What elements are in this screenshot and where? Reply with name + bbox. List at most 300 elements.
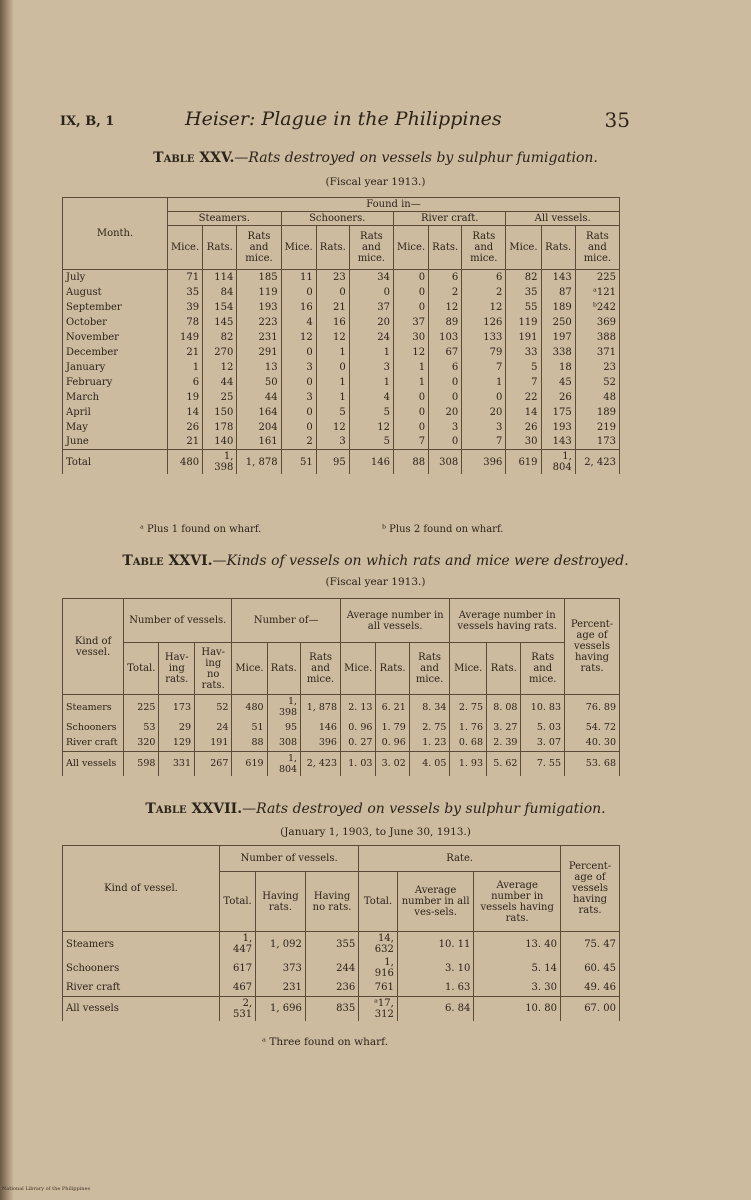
table-cell: 30 xyxy=(506,435,541,450)
table-cell: 193 xyxy=(541,420,575,435)
column-subheader: Mice. xyxy=(450,643,487,695)
table-cell: 12 xyxy=(281,330,316,345)
table-cell: 149 xyxy=(168,330,203,345)
table-cell: 26 xyxy=(541,390,575,405)
table-cell: 82 xyxy=(203,330,237,345)
column-subheader: Rats and mice. xyxy=(237,226,281,270)
running-header xyxy=(60,108,630,138)
table-cell: 1 xyxy=(168,360,203,375)
table-cell: 0 xyxy=(281,375,316,390)
table-cell: 53 xyxy=(124,719,159,735)
t25-group-schooners: Schooners. xyxy=(281,212,393,226)
table-cell: 2. 75 xyxy=(450,695,487,720)
total-row xyxy=(63,751,620,776)
table-cell: 12 xyxy=(203,360,237,375)
table-cell: 8. 34 xyxy=(409,695,450,720)
t25-found-header: Found in— xyxy=(168,198,620,212)
table-cell: 145 xyxy=(203,315,237,330)
t26-kind-header: Kind of vessel. xyxy=(63,599,124,695)
table-cell: 12 xyxy=(429,300,462,315)
table-cell: 51 xyxy=(232,719,267,735)
table-cell: 388 xyxy=(575,330,619,345)
table-cell: 1, 916 xyxy=(359,956,398,980)
table-cell: 26 xyxy=(168,420,203,435)
table-cell: 1. 63 xyxy=(397,980,474,996)
total-row xyxy=(63,996,620,1021)
table-cell: 1 xyxy=(393,360,428,375)
table-cell: 761 xyxy=(359,980,398,996)
total-cell: 95 xyxy=(316,450,349,475)
table-cell: 2 xyxy=(462,285,506,300)
t27-numvessels-header: Number of vessels. xyxy=(220,846,359,872)
table-cell: 16 xyxy=(316,315,349,330)
table-cell: 244 xyxy=(305,956,358,980)
table-cell: 35 xyxy=(168,285,203,300)
table-cell: 1, 878 xyxy=(301,695,341,720)
table-cell: 140 xyxy=(203,435,237,450)
table-cell: 37 xyxy=(349,300,393,315)
t25-group-all-vessels: All vessels. xyxy=(506,212,620,226)
table-cell: 0 xyxy=(429,375,462,390)
row-label: March xyxy=(63,390,168,405)
table-cell: 617 xyxy=(220,956,256,980)
table-cell: 371 xyxy=(575,345,619,360)
table-cell: 52 xyxy=(195,695,232,720)
table-cell: 5 xyxy=(349,405,393,420)
table25-footnote-a: ᵃ Plus 1 found on wharf. xyxy=(140,524,262,535)
total-cell: 396 xyxy=(462,450,506,475)
table-row xyxy=(63,300,620,315)
row-label: April xyxy=(63,405,168,420)
total-cell: 6. 84 xyxy=(397,996,474,1021)
table-row xyxy=(63,360,620,375)
table-cell: 6. 21 xyxy=(376,695,409,720)
total-cell: 331 xyxy=(159,751,195,776)
table-cell: 1 xyxy=(462,375,506,390)
t27-kind-header: Kind of vessel. xyxy=(63,846,220,932)
table-row xyxy=(63,330,620,345)
table25 xyxy=(62,197,620,474)
table-cell: 40. 30 xyxy=(565,735,620,751)
total-cell: 267 xyxy=(195,751,232,776)
table-row xyxy=(63,420,620,435)
table-cell: 1. 79 xyxy=(376,719,409,735)
table-cell: 1. 76 xyxy=(450,719,487,735)
table-cell: 13. 40 xyxy=(474,932,561,957)
column-subheader: Rats. xyxy=(429,226,462,270)
column-subheader: Total. xyxy=(220,872,256,932)
table-cell: 48 xyxy=(575,390,619,405)
table-cell: 1 xyxy=(393,375,428,390)
table-cell: 146 xyxy=(301,719,341,735)
row-label: Steamers xyxy=(63,695,124,720)
table-cell: 197 xyxy=(541,330,575,345)
table-row xyxy=(63,719,620,735)
total-cell: 835 xyxy=(305,996,358,1021)
table-cell: 0 xyxy=(429,390,462,405)
table-cell: 49. 46 xyxy=(561,980,620,996)
table-cell: 225 xyxy=(575,270,619,285)
table-cell: 173 xyxy=(159,695,195,720)
table-cell: 44 xyxy=(237,390,281,405)
table-cell: 67 xyxy=(429,345,462,360)
table-cell: 1, 447 xyxy=(220,932,256,957)
table-cell: 30 xyxy=(393,330,428,345)
table-cell: 21 xyxy=(168,345,203,360)
table-cell: 223 xyxy=(237,315,281,330)
column-subheader: Rats. xyxy=(487,643,521,695)
running-title: Heiser: Plague in the Philippines xyxy=(185,108,502,130)
table-cell: 0 xyxy=(462,390,506,405)
total-cell: 88 xyxy=(393,450,428,475)
table-cell: ᵃ121 xyxy=(575,285,619,300)
column-subheader: Average number in all ves-sels. xyxy=(397,872,474,932)
table-cell: 2. 13 xyxy=(340,695,375,720)
row-label: May xyxy=(63,420,168,435)
column-subheader: Rats and mice. xyxy=(301,643,341,695)
table-cell: 191 xyxy=(195,735,232,751)
table-cell: 0 xyxy=(429,435,462,450)
table-cell: 44 xyxy=(203,375,237,390)
table-cell: 320 xyxy=(124,735,159,751)
table-cell: 204 xyxy=(237,420,281,435)
total-cell: 619 xyxy=(506,450,541,475)
table-cell: 12 xyxy=(349,420,393,435)
row-label: January xyxy=(63,360,168,375)
table-cell: 7 xyxy=(462,360,506,375)
table-cell: 291 xyxy=(237,345,281,360)
table-cell: 75. 47 xyxy=(561,932,620,957)
row-label: September xyxy=(63,300,168,315)
t25-group-river-craft: River craft. xyxy=(393,212,505,226)
table-cell: 5 xyxy=(349,435,393,450)
table25-caption xyxy=(0,150,751,166)
table-cell: 95 xyxy=(267,719,301,735)
table-cell: 5 xyxy=(316,405,349,420)
table-cell: 20 xyxy=(429,405,462,420)
t26-avg-having-header: Average number in vessels having rats. xyxy=(450,599,565,643)
table-cell: 3 xyxy=(316,435,349,450)
total-cell: 1. 03 xyxy=(340,751,375,776)
table-cell: 0 xyxy=(316,285,349,300)
row-label: October xyxy=(63,315,168,330)
table-cell: 396 xyxy=(301,735,341,751)
table-cell: 29 xyxy=(159,719,195,735)
t27-rate-header: Rate. xyxy=(359,846,561,872)
table-cell: 119 xyxy=(506,315,541,330)
total-cell: 3. 02 xyxy=(376,751,409,776)
table-cell: 2. 39 xyxy=(487,735,521,751)
section-label: IX, B, 1 xyxy=(60,114,115,129)
table-cell: 14 xyxy=(168,405,203,420)
table-cell: 13 xyxy=(237,360,281,375)
table-cell: 150 xyxy=(203,405,237,420)
column-subheader: Rats. xyxy=(316,226,349,270)
total-label: All vessels xyxy=(63,996,220,1021)
t25-group-steamers: Steamers. xyxy=(168,212,282,226)
t26-numvessels-header: Number of vessels. xyxy=(124,599,232,643)
t25-month-header: Month. xyxy=(63,198,168,270)
column-subheader: Hav-ing no rats. xyxy=(195,643,232,695)
table-cell: ᵇ242 xyxy=(575,300,619,315)
table-cell: 189 xyxy=(575,405,619,420)
column-subheader: Rats. xyxy=(267,643,301,695)
table-cell: 0 xyxy=(393,300,428,315)
column-subheader: Mice. xyxy=(393,226,428,270)
table-cell: 0 xyxy=(316,360,349,375)
table-cell: 37 xyxy=(393,315,428,330)
table-cell: 0 xyxy=(281,285,316,300)
table-cell: 355 xyxy=(305,932,358,957)
table-cell: 3 xyxy=(429,420,462,435)
table-cell: 24 xyxy=(195,719,232,735)
table-cell: 129 xyxy=(159,735,195,751)
table-cell: 5 xyxy=(506,360,541,375)
row-label: Schooners xyxy=(63,956,220,980)
table-row xyxy=(63,285,620,300)
table-cell: 178 xyxy=(203,420,237,435)
total-label: All vessels xyxy=(63,751,124,776)
table-cell: 6 xyxy=(429,270,462,285)
table-cell: 7 xyxy=(506,375,541,390)
row-label: November xyxy=(63,330,168,345)
table-cell: 39 xyxy=(168,300,203,315)
table26-subcaption: (Fiscal year 1913.) xyxy=(325,576,426,588)
table-cell: 126 xyxy=(462,315,506,330)
row-label: February xyxy=(63,375,168,390)
table26-caption xyxy=(0,553,751,569)
total-cell: 146 xyxy=(349,450,393,475)
row-label: December xyxy=(63,345,168,360)
row-label: Steamers xyxy=(63,932,220,957)
table-cell: 35 xyxy=(506,285,541,300)
table-cell: 175 xyxy=(541,405,575,420)
column-subheader: Rats and mice. xyxy=(521,643,565,695)
column-subheader: Total. xyxy=(359,872,398,932)
table-cell: 0 xyxy=(393,405,428,420)
table-cell: 87 xyxy=(541,285,575,300)
table-cell: 10. 11 xyxy=(397,932,474,957)
table-row xyxy=(63,956,620,980)
table-cell: 0. 96 xyxy=(376,735,409,751)
table-cell: 60. 45 xyxy=(561,956,620,980)
table-cell: 23 xyxy=(575,360,619,375)
table-cell: 3 xyxy=(281,390,316,405)
table-cell: 1, 092 xyxy=(256,932,306,957)
total-cell: 2, 423 xyxy=(301,751,341,776)
table-cell: 114 xyxy=(203,270,237,285)
table-cell: 1. 23 xyxy=(409,735,450,751)
row-label: August xyxy=(63,285,168,300)
table-cell: 20 xyxy=(462,405,506,420)
column-subheader: Mice. xyxy=(340,643,375,695)
column-subheader: Rats and mice. xyxy=(409,643,450,695)
table-cell: 480 xyxy=(232,695,267,720)
table25-title: —Rats destroyed on vessels by sulphur fumigation. xyxy=(234,150,598,166)
table-cell: 54. 72 xyxy=(565,719,620,735)
t26-numof-header: Number of— xyxy=(232,599,341,643)
table-cell: 133 xyxy=(462,330,506,345)
row-label: River craft xyxy=(63,735,124,751)
total-cell: 4. 05 xyxy=(409,751,450,776)
column-subheader: Rats and mice. xyxy=(349,226,393,270)
table-cell: 0 xyxy=(393,420,428,435)
table-cell: 467 xyxy=(220,980,256,996)
total-cell: 5. 62 xyxy=(487,751,521,776)
table-cell: 82 xyxy=(506,270,541,285)
table26-number: Table XXVI. xyxy=(122,553,213,569)
table27-footnote-a: ᵃ Three found on wharf. xyxy=(262,1036,389,1048)
table-cell: 0 xyxy=(281,345,316,360)
table-cell: 5. 03 xyxy=(521,719,565,735)
table-cell: 0 xyxy=(393,270,428,285)
table-cell: 22 xyxy=(506,390,541,405)
table-cell: 189 xyxy=(541,300,575,315)
column-subheader: Mice. xyxy=(232,643,267,695)
total-cell: 1, 878 xyxy=(237,450,281,475)
table-cell: 3. 30 xyxy=(474,980,561,996)
page-number: 35 xyxy=(604,108,630,132)
table-cell: 119 xyxy=(237,285,281,300)
table-cell: 3 xyxy=(349,360,393,375)
table-cell: 185 xyxy=(237,270,281,285)
table-cell: 3. 10 xyxy=(397,956,474,980)
table-cell: 1 xyxy=(316,390,349,405)
table-cell: 373 xyxy=(256,956,306,980)
table27-number: Table XXVII. xyxy=(145,801,243,817)
table-cell: 7 xyxy=(393,435,428,450)
table-cell: 3. 07 xyxy=(521,735,565,751)
table-row xyxy=(63,980,620,996)
table-cell: 55 xyxy=(506,300,541,315)
table-cell: 71 xyxy=(168,270,203,285)
row-label: Schooners xyxy=(63,719,124,735)
total-cell: 480 xyxy=(168,450,203,475)
table-cell: 21 xyxy=(316,300,349,315)
column-subheader: Mice. xyxy=(168,226,203,270)
table-cell: 0 xyxy=(281,420,316,435)
table26 xyxy=(62,598,620,776)
total-cell: 1, 398 xyxy=(203,450,237,475)
total-cell: 67. 00 xyxy=(561,996,620,1021)
table-cell: 2 xyxy=(281,435,316,450)
column-subheader: Total. xyxy=(124,643,159,695)
table-row xyxy=(63,315,620,330)
table-row xyxy=(63,345,620,360)
t27-percent-header: Percent-age of vessels having rats. xyxy=(561,846,620,932)
table-row xyxy=(63,695,620,720)
table-cell: 18 xyxy=(541,360,575,375)
table-cell: 88 xyxy=(232,735,267,751)
total-label: Total xyxy=(63,450,168,475)
total-cell: 10. 80 xyxy=(474,996,561,1021)
column-subheader: Hav-ing rats. xyxy=(159,643,195,695)
table-cell: 338 xyxy=(541,345,575,360)
total-cell: 1. 93 xyxy=(450,751,487,776)
table-cell: 78 xyxy=(168,315,203,330)
table-cell: 14, 632 xyxy=(359,932,398,957)
table-cell: 16 xyxy=(281,300,316,315)
total-cell: 7. 55 xyxy=(521,751,565,776)
table-cell: 164 xyxy=(237,405,281,420)
table-cell: 2 xyxy=(429,285,462,300)
table-cell: 193 xyxy=(237,300,281,315)
table25-footnote-b: ᵇ Plus 2 found on wharf. xyxy=(382,524,504,535)
table-cell: 34 xyxy=(349,270,393,285)
table-cell: 84 xyxy=(203,285,237,300)
table-cell: 79 xyxy=(462,345,506,360)
column-subheader: Having rats. xyxy=(256,872,306,932)
column-subheader: Mice. xyxy=(506,226,541,270)
table-cell: 308 xyxy=(267,735,301,751)
total-cell: ᵃ17, 312 xyxy=(359,996,398,1021)
table-cell: 8. 08 xyxy=(487,695,521,720)
t26-percent-header: Percent-age of vessels having rats. xyxy=(565,599,620,695)
table-cell: 14 xyxy=(506,405,541,420)
total-cell: 598 xyxy=(124,751,159,776)
table-cell: 143 xyxy=(541,435,575,450)
table-cell: 3. 27 xyxy=(487,719,521,735)
table-cell: 0. 68 xyxy=(450,735,487,751)
scan-footer: National Library of the Philippines xyxy=(2,1186,91,1192)
total-cell: 2, 423 xyxy=(575,450,619,475)
table-cell: 4 xyxy=(349,390,393,405)
table-cell: 231 xyxy=(237,330,281,345)
table-cell: 173 xyxy=(575,435,619,450)
table-cell: 103 xyxy=(429,330,462,345)
column-subheader: Rats. xyxy=(376,643,409,695)
table-cell: 369 xyxy=(575,315,619,330)
total-cell: 1, 804 xyxy=(267,751,301,776)
table-cell: 12 xyxy=(393,345,428,360)
column-subheader: Rats. xyxy=(203,226,237,270)
total-cell: 2, 531 xyxy=(220,996,256,1021)
row-label: July xyxy=(63,270,168,285)
table-cell: 52 xyxy=(575,375,619,390)
table-cell: 10. 83 xyxy=(521,695,565,720)
table-cell: 3 xyxy=(281,360,316,375)
column-subheader: Rats and mice. xyxy=(575,226,619,270)
table-cell: 0 xyxy=(281,405,316,420)
table-cell: 7 xyxy=(462,435,506,450)
table-cell: 33 xyxy=(506,345,541,360)
table-cell: 6 xyxy=(429,360,462,375)
table-cell: 45 xyxy=(541,375,575,390)
table-cell: 0 xyxy=(349,285,393,300)
row-label: River craft xyxy=(63,980,220,996)
table-cell: 1 xyxy=(316,375,349,390)
table-cell: 25 xyxy=(203,390,237,405)
table-cell: 191 xyxy=(506,330,541,345)
table-cell: 0. 96 xyxy=(340,719,375,735)
table-cell: 12 xyxy=(462,300,506,315)
table-cell: 236 xyxy=(305,980,358,996)
table-row xyxy=(63,932,620,957)
table-cell: 89 xyxy=(429,315,462,330)
table-cell: 26 xyxy=(506,420,541,435)
table-cell: 6 xyxy=(168,375,203,390)
total-cell: 308 xyxy=(429,450,462,475)
table-cell: 0 xyxy=(393,285,428,300)
table-cell: 1, 398 xyxy=(267,695,301,720)
total-cell: 1, 696 xyxy=(256,996,306,1021)
table-cell: 23 xyxy=(316,270,349,285)
table-cell: 20 xyxy=(349,315,393,330)
table-cell: 154 xyxy=(203,300,237,315)
table-cell: 225 xyxy=(124,695,159,720)
table-cell: 50 xyxy=(237,375,281,390)
table-cell: 161 xyxy=(237,435,281,450)
